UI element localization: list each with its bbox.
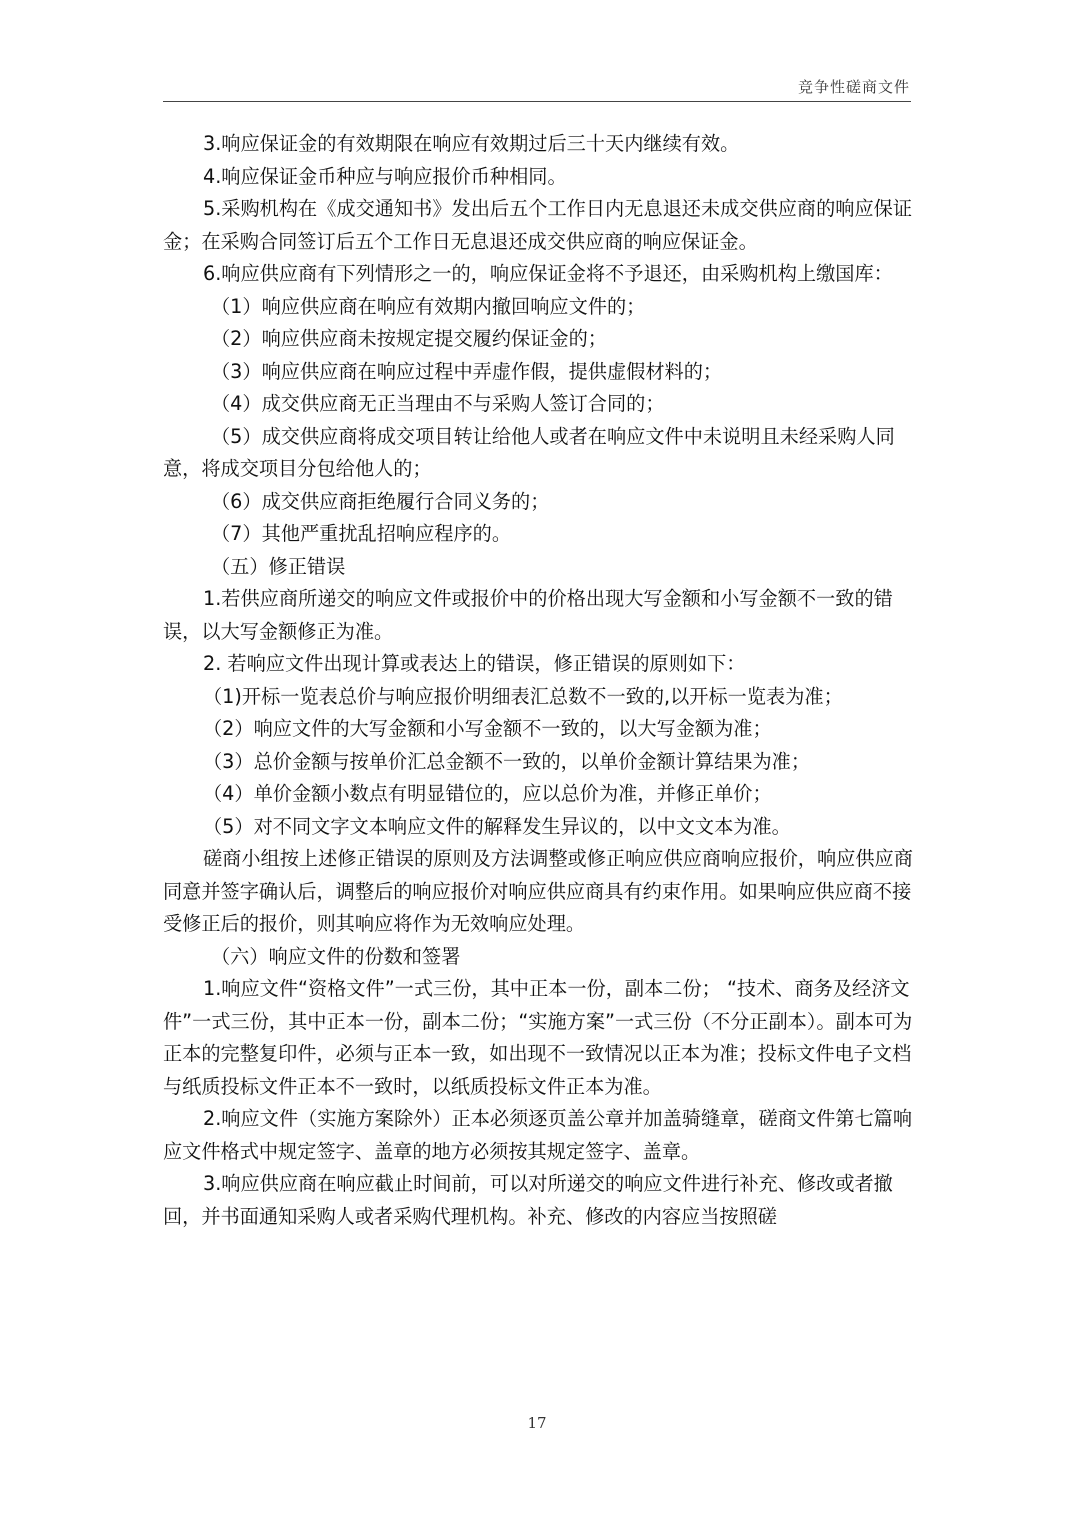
section-heading: （六）响应文件的份数和签署 bbox=[211, 944, 461, 968]
paragraph: 1.响应文件“资格文件”一式三份，其中正本一份，副本二份； “技术、商务及经济文件”一式三份，其中正本一份，副本二份；“实施方案”一式三份（不分正副本）。副本可为正本的完整复印件，必须与正本一致，如出现不一致情况以正本为准；投标文件电子文档与纸质投标文件正本不一致时，以纸质投标文件正本为准。 bbox=[163, 977, 913, 1098]
list-item: （1)开标一览表总价与响应报价明细表汇总数不一致的,以开标一览表为准； bbox=[203, 684, 843, 708]
section-heading: （五）修正错误 bbox=[211, 554, 346, 578]
paragraph: 5.采购机构在《成交通知书》发出后五个工作日内无息退还未成交供应商的响应保证金；在采购合同签订后五个工作日无息退还成交供应商的响应保证金。 bbox=[163, 197, 913, 253]
list-item: （6）成交供应商拒绝履行合同义务的； bbox=[211, 489, 550, 513]
paragraph: 6.响应供应商有下列情形之一的，响应保证金将不予退还，由采购机构上缴国库： bbox=[203, 262, 893, 285]
header-title: 竞争性磋商文件 bbox=[797, 78, 910, 96]
paragraph: 4.响应保证金币种应与响应报价币种相同。 bbox=[203, 164, 567, 188]
document-body bbox=[163, 128, 913, 1233]
list-item: （4）成交供应商无正当理由不与采购人签订合同的； bbox=[211, 392, 665, 415]
list-item: （5）对不同文字文本响应文件的解释发生异议的，以中文文本为准。 bbox=[203, 814, 791, 838]
list-item: （1）响应供应商在响应有效期内撤回响应文件的； bbox=[211, 294, 646, 318]
list-item: （2）响应供应商未按规定提交履约保证金的； bbox=[211, 327, 607, 350]
list-item: （4）单价金额小数点有明显错位的，应以总价为准，并修正单价； bbox=[203, 782, 772, 805]
paragraph: 3.响应保证金的有效期限在响应有效期过后三十天内继续有效。 bbox=[203, 132, 740, 155]
list-item: （2）响应文件的大写金额和小写金额不一致的，以大写金额为准； bbox=[203, 717, 772, 740]
page-number: 17 bbox=[527, 1414, 547, 1432]
paragraph: 磋商小组按上述修正错误的原则及方法调整或修正响应供应商响应报价，响应供应商同意并签字确认后，调整后的响应报价对响应供应商具有约束作用。如果响应供应商不接受修正后的报价，则其响应将作为无效响应处理。 bbox=[163, 847, 913, 935]
header-divider bbox=[163, 101, 911, 102]
list-item: （7）其他严重扰乱招响应程序的。 bbox=[211, 522, 512, 545]
list-item: （5）成交供应商将成交项目转让给他人或者在响应文件中未说明且未经采购人同意，将成交项目分包给他人的； bbox=[163, 424, 895, 480]
paragraph: 3.响应供应商在响应截止时间前，可以对所递交的响应文件进行补充、修改或者撤回，并书面通知采购人或者采购代理机构。补充、修改的内容应当按照磋 bbox=[163, 1172, 893, 1228]
paragraph: 2. 若响应文件出现计算或表达上的错误，修正错误的原则如下： bbox=[203, 652, 746, 675]
paragraph: 1.若供应商所递交的响应文件或报价中的价格出现大写金额和小写金额不一致的错误，以大写金额修正为准。 bbox=[163, 587, 893, 643]
list-item: （3）响应供应商在响应过程中弄虚作假，提供虚假材料的； bbox=[211, 359, 723, 383]
list-item: （3）总价金额与按单价汇总金额不一致的，以单价金额计算结果为准； bbox=[203, 749, 811, 773]
paragraph: 2.响应文件（实施方案除外）正本必须逐页盖公章并加盖骑缝章，磋商文件第七篇响应文件格式中规定签字、盖章的地方必须按其规定签字、盖章。 bbox=[163, 1107, 913, 1163]
